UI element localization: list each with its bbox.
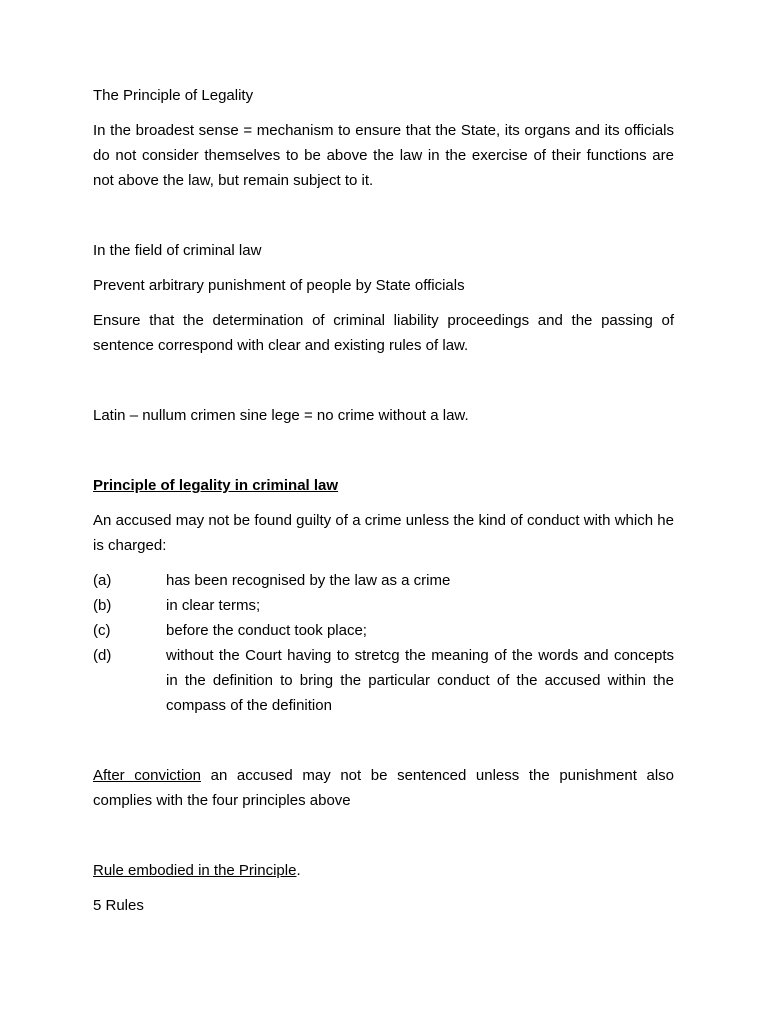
document-title: The Principle of Legality — [93, 87, 254, 104]
list-marker: (b) — [93, 597, 112, 614]
criminal-field-heading: In the field of criminal law — [93, 242, 262, 259]
list-item — [93, 593, 674, 618]
list-item — [93, 568, 674, 593]
latin-maxim: Latin – nullum crimen sine lege = no crime without a law. — [93, 407, 469, 424]
list-text: before the conduct took place; — [166, 622, 367, 639]
list-item — [93, 643, 674, 718]
list-item — [93, 618, 674, 643]
list-text: without the Court having to stretcg the meaning of the words and concepts in the definition to bring the particular conduct of the accused within the compass of the definition — [166, 647, 674, 714]
list-marker: (a) — [93, 572, 112, 589]
rule-heading-tail: . — [296, 862, 301, 879]
after-conviction-paragraph — [93, 763, 674, 813]
list-text: has been recognised by the law as a crime — [166, 572, 451, 589]
criminal-field-point-1: Prevent arbitrary punishment of people by State officials — [93, 277, 465, 294]
section-lead: An accused may not be found guilty of a crime unless the kind of conduct with which he is charged: — [93, 512, 674, 554]
list-marker: (d) — [93, 647, 112, 664]
rule-heading-underlined: Rule embodied in the Principle — [93, 862, 297, 879]
intro-paragraph: In the broadest sense = mechanism to ensure that the State, its organs and its officials do not consider themselves to be above the law in the exercise of their functions are not above the law, but remain subject to it. — [93, 122, 674, 189]
list-text: in clear terms; — [166, 597, 261, 614]
criminal-field-point-2: Ensure that the determination of criminal liability proceedings and the passing of sentence correspond with clear and existing rules of law. — [93, 312, 674, 354]
after-conviction-underlined: After conviction — [93, 767, 201, 784]
rules-count: 5 Rules — [93, 897, 144, 914]
after-conviction-rest: an accused may not be sentenced unless the punishment also complies with the four principles above — [93, 767, 675, 809]
section-heading: Principle of legality in criminal law — [93, 477, 339, 494]
rule-heading — [93, 858, 674, 883]
conditions-list — [93, 568, 674, 718]
list-marker: (c) — [93, 622, 111, 639]
document-page — [93, 83, 674, 918]
